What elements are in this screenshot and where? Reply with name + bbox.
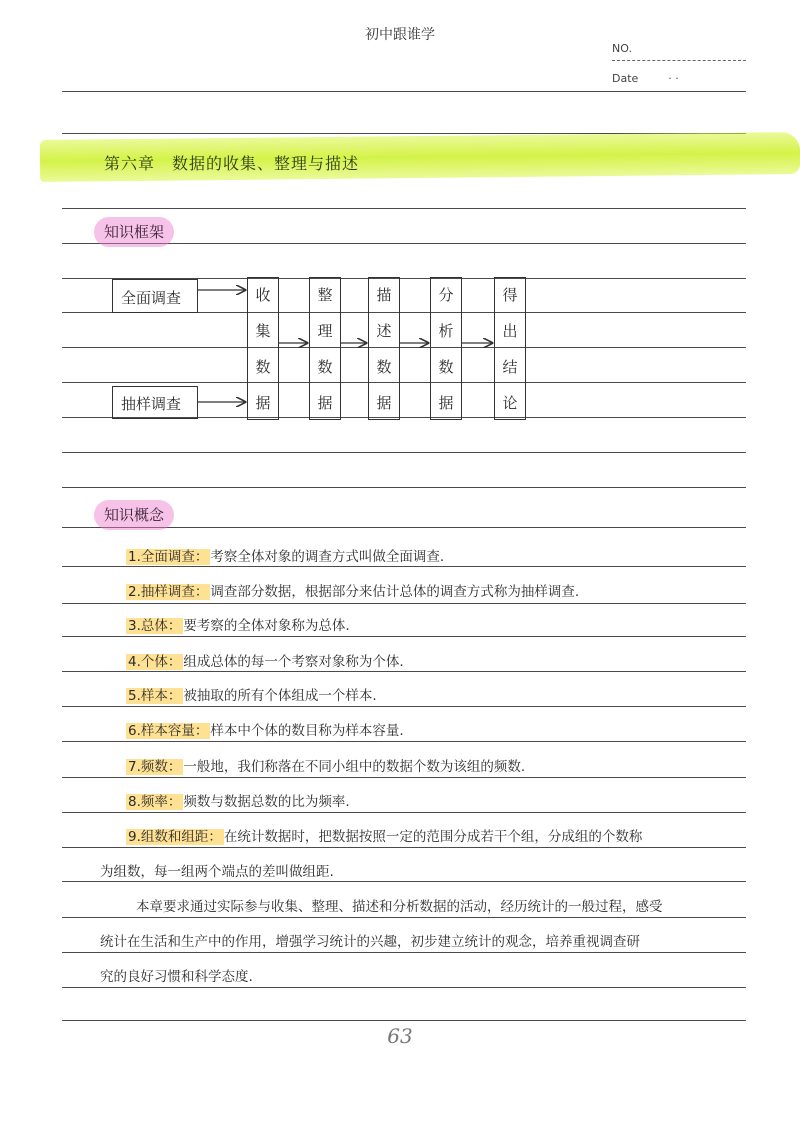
concept-item (126, 650, 404, 670)
concept-text: 调查部分数据，根据部分来估计总体的调查方式称为抽样调查. (210, 584, 580, 600)
page-header-title: 初中跟谁学 (365, 27, 435, 43)
framework-heading: 知识框架 (94, 217, 174, 247)
concept-term: 6.样本容量： (128, 723, 209, 739)
concept-term: 2.抽样调查： (128, 584, 209, 600)
step-char: 结 (502, 358, 518, 376)
step-char: 分 (438, 286, 454, 304)
concept-item-continuation: 为组数，每一组两个端点的差叫做组距. (100, 864, 334, 880)
concept-item (126, 580, 579, 600)
step-char: 据 (317, 394, 333, 412)
concept-item (126, 684, 377, 704)
concept-term: 1.全面调查： (128, 549, 209, 565)
step-char: 得 (502, 286, 518, 304)
date-dots: · · (668, 72, 679, 85)
date-label-text: Date (612, 72, 639, 85)
concept-text: 组成总体的每一个考察对象称为个体. (183, 654, 404, 670)
step-char: 据 (438, 394, 454, 412)
summary-line: 统计在生活和生产中的作用，增强学习统计的兴趣，初步建立统计的观念，培养重视调查研 (100, 934, 640, 950)
step-char: 据 (376, 394, 392, 412)
concept-term: 8.频率： (128, 794, 182, 810)
concepts-heading: 知识概念 (94, 500, 174, 530)
concept-term: 4.个体： (128, 654, 182, 670)
summary-line: 究的良好习惯和科学态度. (100, 969, 253, 985)
source-label: 抽样调查 (121, 395, 182, 413)
step-char: 集 (255, 322, 271, 340)
step-char: 理 (317, 322, 333, 340)
step-char: 整 (317, 286, 333, 304)
concept-text: 要考察的全体对象称为总体. (183, 618, 350, 634)
concept-text: 频数与数据总数的比为频率. (183, 794, 350, 810)
concept-item (126, 825, 642, 845)
step-char: 数 (317, 358, 333, 376)
step-char: 收 (255, 286, 271, 304)
step-char: 出 (502, 322, 518, 340)
step-char: 述 (376, 322, 392, 340)
summary-line: 本章要求通过实际参与收集、整理、描述和分析数据的活动，经历统计的一般过程，感受 (136, 899, 663, 915)
concept-item (126, 719, 404, 739)
concept-term: 3.总体： (128, 618, 182, 634)
step-char: 数 (255, 358, 271, 376)
step-char: 描 (376, 286, 392, 304)
step-char: 数 (438, 358, 454, 376)
chapter-title: 第六章 数据的收集、整理与描述 (104, 154, 360, 173)
concept-text: 考察全体对象的调查方式叫做全面调查. (210, 549, 445, 565)
concept-item (126, 755, 525, 775)
concept-item (126, 790, 350, 810)
concept-item (126, 614, 350, 634)
page-number: 63 (387, 1024, 413, 1048)
concept-text: 被抽取的所有个体组成一个样本. (183, 688, 377, 704)
concept-term: 9.组数和组距： (128, 829, 222, 845)
step-char: 论 (502, 394, 518, 412)
concept-text: 一般地，我们称落在不同小组中的数据个数为该组的频数. (183, 759, 526, 775)
concept-term: 5.样本： (128, 688, 182, 704)
step-char: 据 (255, 394, 271, 412)
source-label: 全面调查 (121, 289, 182, 307)
concept-term: 7.频数： (128, 759, 182, 775)
step-char: 数 (376, 358, 392, 376)
concept-item (126, 545, 444, 565)
no-label: NO. (612, 42, 632, 55)
concept-text: 在统计数据时，把数据按照一定的范围分成若干个组，分成组的个数称 (223, 829, 643, 845)
concept-text: 样本中个体的数目称为样本容量. (210, 723, 404, 739)
step-char: 析 (438, 322, 454, 340)
